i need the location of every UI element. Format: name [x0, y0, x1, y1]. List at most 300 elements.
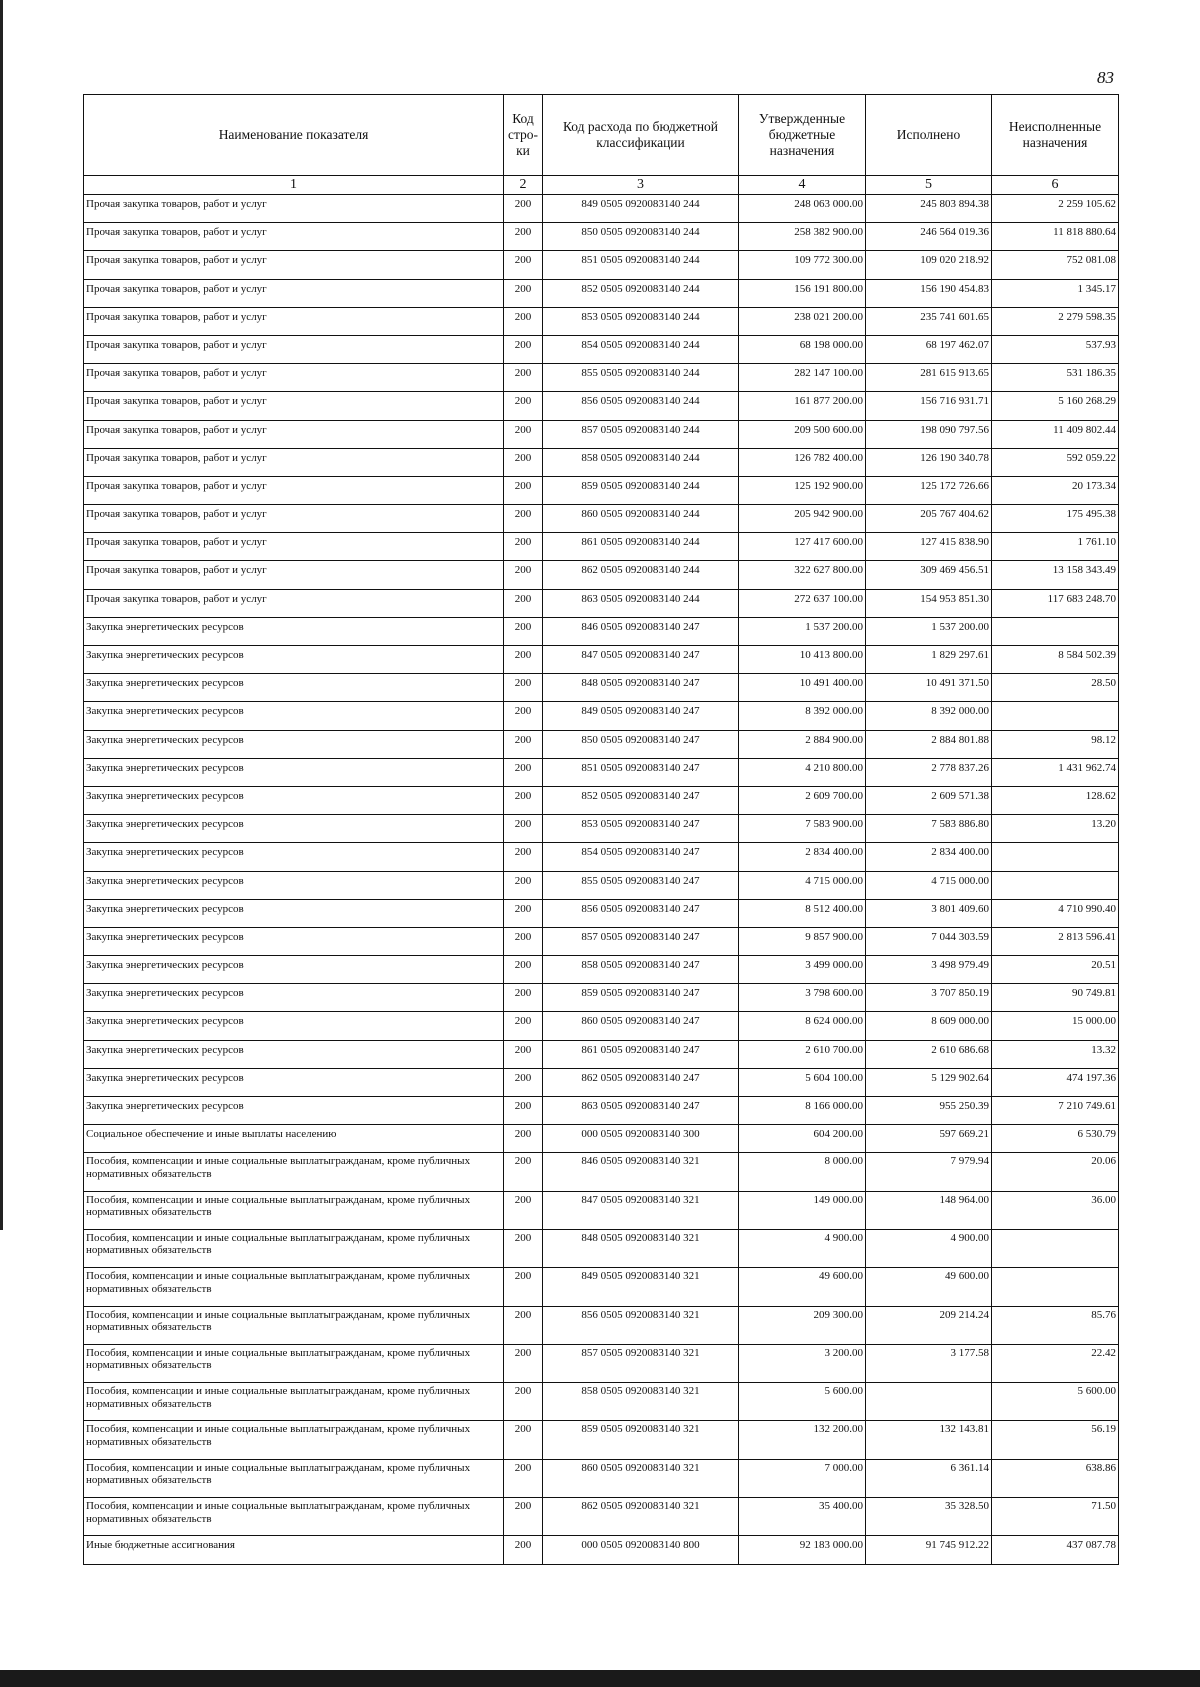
approved-amount-cell: 161 877 200.00 — [739, 392, 866, 420]
executed-amount-cell: 2 778 837.26 — [866, 758, 992, 786]
indicator-name-cell: Пособия, компенсации и иные социальные выплатыгражданам, кроме публичных нормативных обязательств — [84, 1459, 504, 1497]
indicator-name-cell: Прочая закупка товаров, работ и услуг — [84, 448, 504, 476]
unexecuted-amount-cell: 5 160 268.29 — [992, 392, 1119, 420]
expense-code-cell: 863 0505 0920083140 247 — [543, 1097, 739, 1125]
table-row — [84, 1229, 1119, 1267]
unexecuted-amount-cell: 8 584 502.39 — [992, 646, 1119, 674]
unexecuted-amount-cell: 90 749.81 — [992, 984, 1119, 1012]
approved-amount-cell: 10 413 800.00 — [739, 646, 866, 674]
unexecuted-amount-cell: 175 495.38 — [992, 505, 1119, 533]
expense-code-cell: 852 0505 0920083140 244 — [543, 279, 739, 307]
executed-amount-cell: 8 609 000.00 — [866, 1012, 992, 1040]
table-row — [84, 1421, 1119, 1459]
table-row — [84, 307, 1119, 335]
expense-code-cell: 851 0505 0920083140 244 — [543, 251, 739, 279]
indicator-name-cell: Прочая закупка товаров, работ и услуг — [84, 307, 504, 335]
expense-code-cell: 857 0505 0920083140 247 — [543, 927, 739, 955]
line-code-cell: 200 — [504, 956, 543, 984]
approved-amount-cell: 4 210 800.00 — [739, 758, 866, 786]
approved-amount-cell: 8 000.00 — [739, 1153, 866, 1191]
indicator-name-cell: Пособия, компенсации и иные социальные выплатыгражданам, кроме публичных нормативных обязательств — [84, 1498, 504, 1536]
line-code-cell: 200 — [504, 1459, 543, 1497]
table-row — [84, 420, 1119, 448]
executed-amount-cell: 4 715 000.00 — [866, 871, 992, 899]
unexecuted-amount-cell: 117 683 248.70 — [992, 589, 1119, 617]
indicator-name-cell: Пособия, компенсации и иные социальные выплатыгражданам, кроме публичных нормативных обязательств — [84, 1229, 504, 1267]
column-number: 6 — [992, 176, 1119, 195]
executed-amount-cell: 281 615 913.65 — [866, 364, 992, 392]
budget-execution-table — [83, 94, 1119, 1565]
executed-amount-cell: 2 610 686.68 — [866, 1040, 992, 1068]
indicator-name-cell: Закупка энергетических ресурсов — [84, 702, 504, 730]
expense-code-cell: 861 0505 0920083140 244 — [543, 533, 739, 561]
line-code-cell: 200 — [504, 1498, 543, 1536]
table-row — [84, 1459, 1119, 1497]
approved-amount-cell: 272 637 100.00 — [739, 589, 866, 617]
approved-amount-cell: 35 400.00 — [739, 1498, 866, 1536]
header-executed: Исполнено — [866, 95, 992, 176]
table-row — [84, 1068, 1119, 1096]
indicator-name-cell: Закупка энергетических ресурсов — [84, 1068, 504, 1096]
indicator-name-cell: Прочая закупка товаров, работ и услуг — [84, 364, 504, 392]
table-row — [84, 1306, 1119, 1344]
unexecuted-amount-cell: 13.20 — [992, 815, 1119, 843]
approved-amount-cell: 1 537 200.00 — [739, 617, 866, 645]
indicator-name-cell: Закупка энергетических ресурсов — [84, 1040, 504, 1068]
approved-amount-cell: 2 834 400.00 — [739, 843, 866, 871]
unexecuted-amount-cell: 752 081.08 — [992, 251, 1119, 279]
table-row — [84, 589, 1119, 617]
indicator-name-cell: Пособия, компенсации и иные социальные выплатыгражданам, кроме публичных нормативных обязательств — [84, 1191, 504, 1229]
approved-amount-cell: 127 417 600.00 — [739, 533, 866, 561]
line-code-cell: 200 — [504, 646, 543, 674]
unexecuted-amount-cell: 5 600.00 — [992, 1383, 1119, 1421]
table-row — [84, 279, 1119, 307]
line-code-cell: 200 — [504, 1536, 543, 1564]
unexecuted-amount-cell: 1 761.10 — [992, 533, 1119, 561]
executed-amount-cell: 309 469 456.51 — [866, 561, 992, 589]
table-row — [84, 364, 1119, 392]
table-row — [84, 815, 1119, 843]
line-code-cell: 200 — [504, 533, 543, 561]
indicator-name-cell: Закупка энергетических ресурсов — [84, 927, 504, 955]
expense-code-cell: 846 0505 0920083140 321 — [543, 1153, 739, 1191]
expense-code-cell: 855 0505 0920083140 247 — [543, 871, 739, 899]
approved-amount-cell: 3 499 000.00 — [739, 956, 866, 984]
indicator-name-cell: Прочая закупка товаров, работ и услуг — [84, 533, 504, 561]
expense-code-cell: 860 0505 0920083140 244 — [543, 505, 739, 533]
line-code-cell: 200 — [504, 927, 543, 955]
table-row — [84, 335, 1119, 363]
unexecuted-amount-cell: 6 530.79 — [992, 1125, 1119, 1153]
approved-amount-cell: 8 166 000.00 — [739, 1097, 866, 1125]
line-code-cell: 200 — [504, 674, 543, 702]
column-number: 5 — [866, 176, 992, 195]
expense-code-cell: 863 0505 0920083140 244 — [543, 589, 739, 617]
indicator-name-cell: Закупка энергетических ресурсов — [84, 758, 504, 786]
indicator-name-cell: Прочая закупка товаров, работ и услуг — [84, 476, 504, 504]
unexecuted-amount-cell: 638.86 — [992, 1459, 1119, 1497]
approved-amount-cell: 10 491 400.00 — [739, 674, 866, 702]
unexecuted-amount-cell: 20 173.34 — [992, 476, 1119, 504]
unexecuted-amount-cell: 15 000.00 — [992, 1012, 1119, 1040]
unexecuted-amount-cell: 56.19 — [992, 1421, 1119, 1459]
line-code-cell: 200 — [504, 1097, 543, 1125]
expense-code-cell: 856 0505 0920083140 244 — [543, 392, 739, 420]
column-number: 3 — [543, 176, 739, 195]
table-row — [84, 786, 1119, 814]
line-code-cell: 200 — [504, 1383, 543, 1421]
approved-amount-cell: 3 798 600.00 — [739, 984, 866, 1012]
executed-amount-cell: 2 609 571.38 — [866, 786, 992, 814]
executed-amount-cell: 7 979.94 — [866, 1153, 992, 1191]
expense-code-cell: 855 0505 0920083140 244 — [543, 364, 739, 392]
header-indicator-name: Наименование показателя — [84, 95, 504, 176]
indicator-name-cell: Пособия, компенсации и иные социальные выплатыгражданам, кроме публичных нормативных обязательств — [84, 1153, 504, 1191]
approved-amount-cell: 68 198 000.00 — [739, 335, 866, 363]
indicator-name-cell: Закупка энергетических ресурсов — [84, 617, 504, 645]
unexecuted-amount-cell — [992, 843, 1119, 871]
executed-amount-cell: 1 537 200.00 — [866, 617, 992, 645]
approved-amount-cell: 209 300.00 — [739, 1306, 866, 1344]
expense-code-cell: 861 0505 0920083140 247 — [543, 1040, 739, 1068]
approved-amount-cell: 149 000.00 — [739, 1191, 866, 1229]
expense-code-cell: 000 0505 0920083140 300 — [543, 1125, 739, 1153]
line-code-cell: 200 — [504, 195, 543, 223]
table-row — [84, 984, 1119, 1012]
unexecuted-amount-cell: 22.42 — [992, 1344, 1119, 1382]
executed-amount-cell: 156 716 931.71 — [866, 392, 992, 420]
unexecuted-amount-cell: 71.50 — [992, 1498, 1119, 1536]
expense-code-cell: 858 0505 0920083140 244 — [543, 448, 739, 476]
executed-amount-cell: 3 177.58 — [866, 1344, 992, 1382]
unexecuted-amount-cell: 592 059.22 — [992, 448, 1119, 476]
approved-amount-cell: 126 782 400.00 — [739, 448, 866, 476]
executed-amount-cell: 125 172 726.66 — [866, 476, 992, 504]
approved-amount-cell: 9 857 900.00 — [739, 927, 866, 955]
executed-amount-cell: 7 583 886.80 — [866, 815, 992, 843]
unexecuted-amount-cell: 11 818 880.64 — [992, 223, 1119, 251]
unexecuted-amount-cell: 437 087.78 — [992, 1536, 1119, 1564]
expense-code-cell: 850 0505 0920083140 247 — [543, 730, 739, 758]
scan-bottom-edge — [0, 1670, 1200, 1687]
table-row — [84, 195, 1119, 223]
executed-amount-cell: 6 361.14 — [866, 1459, 992, 1497]
executed-amount-cell: 235 741 601.65 — [866, 307, 992, 335]
indicator-name-cell: Прочая закупка товаров, работ и услуг — [84, 279, 504, 307]
executed-amount-cell: 35 328.50 — [866, 1498, 992, 1536]
expense-code-cell: 846 0505 0920083140 247 — [543, 617, 739, 645]
approved-amount-cell: 604 200.00 — [739, 1125, 866, 1153]
indicator-name-cell: Прочая закупка товаров, работ и услуг — [84, 223, 504, 251]
table-row — [84, 476, 1119, 504]
unexecuted-amount-cell: 537.93 — [992, 335, 1119, 363]
executed-amount-cell: 955 250.39 — [866, 1097, 992, 1125]
scan-left-edge — [0, 0, 3, 1230]
expense-code-cell: 854 0505 0920083140 247 — [543, 843, 739, 871]
line-code-cell: 200 — [504, 1229, 543, 1267]
indicator-name-cell: Пособия, компенсации и иные социальные выплатыгражданам, кроме публичных нормативных обязательств — [84, 1421, 504, 1459]
approved-amount-cell: 2 610 700.00 — [739, 1040, 866, 1068]
table-row — [84, 448, 1119, 476]
unexecuted-amount-cell — [992, 871, 1119, 899]
indicator-name-cell: Закупка энергетических ресурсов — [84, 899, 504, 927]
expense-code-cell: 849 0505 0920083140 321 — [543, 1268, 739, 1306]
indicator-name-cell: Закупка энергетических ресурсов — [84, 786, 504, 814]
indicator-name-cell: Пособия, компенсации и иные социальные выплатыгражданам, кроме публичных нормативных обязательств — [84, 1344, 504, 1382]
indicator-name-cell: Прочая закупка товаров, работ и услуг — [84, 420, 504, 448]
unexecuted-amount-cell — [992, 1229, 1119, 1267]
unexecuted-amount-cell: 28.50 — [992, 674, 1119, 702]
table-row — [84, 1125, 1119, 1153]
table-row — [84, 899, 1119, 927]
table-row — [84, 392, 1119, 420]
expense-code-cell: 849 0505 0920083140 244 — [543, 195, 739, 223]
approved-amount-cell: 322 627 800.00 — [739, 561, 866, 589]
executed-amount-cell: 156 190 454.83 — [866, 279, 992, 307]
line-code-cell: 200 — [504, 1421, 543, 1459]
table-row — [84, 843, 1119, 871]
table-row — [84, 1536, 1119, 1564]
table-row — [84, 1383, 1119, 1421]
expense-code-cell: 862 0505 0920083140 247 — [543, 1068, 739, 1096]
expense-code-cell: 854 0505 0920083140 244 — [543, 335, 739, 363]
unexecuted-amount-cell: 2 259 105.62 — [992, 195, 1119, 223]
indicator-name-cell: Закупка энергетических ресурсов — [84, 871, 504, 899]
indicator-name-cell: Прочая закупка товаров, работ и услуг — [84, 195, 504, 223]
approved-amount-cell: 7 000.00 — [739, 1459, 866, 1497]
unexecuted-amount-cell: 13 158 343.49 — [992, 561, 1119, 589]
approved-amount-cell: 8 624 000.00 — [739, 1012, 866, 1040]
table-row — [84, 223, 1119, 251]
expense-code-cell: 853 0505 0920083140 247 — [543, 815, 739, 843]
line-code-cell: 200 — [504, 476, 543, 504]
expense-code-cell: 853 0505 0920083140 244 — [543, 307, 739, 335]
expense-code-cell: 848 0505 0920083140 247 — [543, 674, 739, 702]
indicator-name-cell: Пособия, компенсации и иные социальные выплатыгражданам, кроме публичных нормативных обязательств — [84, 1306, 504, 1344]
column-number: 2 — [504, 176, 543, 195]
line-code-cell: 200 — [504, 561, 543, 589]
table-row — [84, 1344, 1119, 1382]
approved-amount-cell: 2 884 900.00 — [739, 730, 866, 758]
line-code-cell: 200 — [504, 871, 543, 899]
approved-amount-cell: 92 183 000.00 — [739, 1536, 866, 1564]
executed-amount-cell: 245 803 894.38 — [866, 195, 992, 223]
executed-amount-cell: 68 197 462.07 — [866, 335, 992, 363]
executed-amount-cell: 10 491 371.50 — [866, 674, 992, 702]
indicator-name-cell: Закупка энергетических ресурсов — [84, 956, 504, 984]
approved-amount-cell: 3 200.00 — [739, 1344, 866, 1382]
executed-amount-cell: 1 829 297.61 — [866, 646, 992, 674]
table-row — [84, 505, 1119, 533]
indicator-name-cell: Иные бюджетные ассигнования — [84, 1536, 504, 1564]
table-row — [84, 674, 1119, 702]
line-code-cell: 200 — [504, 815, 543, 843]
expense-code-cell: 859 0505 0920083140 247 — [543, 984, 739, 1012]
line-code-cell: 200 — [504, 279, 543, 307]
unexecuted-amount-cell: 4 710 990.40 — [992, 899, 1119, 927]
line-code-cell: 200 — [504, 420, 543, 448]
unexecuted-amount-cell: 1 431 962.74 — [992, 758, 1119, 786]
indicator-name-cell: Закупка энергетических ресурсов — [84, 1012, 504, 1040]
approved-amount-cell: 4 715 000.00 — [739, 871, 866, 899]
table-row — [84, 1191, 1119, 1229]
indicator-name-cell: Закупка энергетических ресурсов — [84, 646, 504, 674]
expense-code-cell: 859 0505 0920083140 244 — [543, 476, 739, 504]
approved-amount-cell: 258 382 900.00 — [739, 223, 866, 251]
executed-amount-cell: 3 707 850.19 — [866, 984, 992, 1012]
approved-amount-cell: 5 604 100.00 — [739, 1068, 866, 1096]
table-row — [84, 251, 1119, 279]
line-code-cell: 200 — [504, 758, 543, 786]
expense-code-cell: 857 0505 0920083140 321 — [543, 1344, 739, 1382]
unexecuted-amount-cell: 98.12 — [992, 730, 1119, 758]
executed-amount-cell: 132 143.81 — [866, 1421, 992, 1459]
indicator-name-cell: Пособия, компенсации и иные социальные выплатыгражданам, кроме публичных нормативных обязательств — [84, 1268, 504, 1306]
unexecuted-amount-cell — [992, 702, 1119, 730]
expense-code-cell: 848 0505 0920083140 321 — [543, 1229, 739, 1267]
line-code-cell: 200 — [504, 786, 543, 814]
unexecuted-amount-cell: 85.76 — [992, 1306, 1119, 1344]
expense-code-cell: 858 0505 0920083140 321 — [543, 1383, 739, 1421]
page-number: 83 — [1097, 68, 1114, 87]
unexecuted-amount-cell: 20.06 — [992, 1153, 1119, 1191]
expense-code-cell: 860 0505 0920083140 321 — [543, 1459, 739, 1497]
line-code-cell: 200 — [504, 984, 543, 1012]
approved-amount-cell: 238 021 200.00 — [739, 307, 866, 335]
expense-code-cell: 847 0505 0920083140 247 — [543, 646, 739, 674]
unexecuted-amount-cell — [992, 617, 1119, 645]
executed-amount-cell: 148 964.00 — [866, 1191, 992, 1229]
line-code-cell: 200 — [504, 251, 543, 279]
approved-amount-cell: 7 583 900.00 — [739, 815, 866, 843]
header-line-code: Код стро-ки — [504, 95, 543, 176]
approved-amount-cell: 209 500 600.00 — [739, 420, 866, 448]
executed-amount-cell: 8 392 000.00 — [866, 702, 992, 730]
line-code-cell: 200 — [504, 899, 543, 927]
indicator-name-cell: Социальное обеспечение и иные выплаты населению — [84, 1125, 504, 1153]
line-code-cell: 200 — [504, 1153, 543, 1191]
table-row — [84, 758, 1119, 786]
unexecuted-amount-cell: 36.00 — [992, 1191, 1119, 1229]
unexecuted-amount-cell: 128.62 — [992, 786, 1119, 814]
expense-code-cell: 860 0505 0920083140 247 — [543, 1012, 739, 1040]
table-row — [84, 1498, 1119, 1536]
executed-amount-cell: 91 745 912.22 — [866, 1536, 992, 1564]
indicator-name-cell: Прочая закупка товаров, работ и услуг — [84, 505, 504, 533]
table-row — [84, 1040, 1119, 1068]
indicator-name-cell: Пособия, компенсации и иные социальные выплатыгражданам, кроме публичных нормативных обязательств — [84, 1383, 504, 1421]
indicator-name-cell: Закупка энергетических ресурсов — [84, 1097, 504, 1125]
expense-code-cell: 851 0505 0920083140 247 — [543, 758, 739, 786]
unexecuted-amount-cell: 20.51 — [992, 956, 1119, 984]
line-code-cell: 200 — [504, 392, 543, 420]
approved-amount-cell: 4 900.00 — [739, 1229, 866, 1267]
indicator-name-cell: Прочая закупка товаров, работ и услуг — [84, 561, 504, 589]
executed-amount-cell: 198 090 797.56 — [866, 420, 992, 448]
line-code-cell: 200 — [504, 505, 543, 533]
executed-amount-cell: 3 801 409.60 — [866, 899, 992, 927]
executed-amount-cell — [866, 1383, 992, 1421]
approved-amount-cell: 5 600.00 — [739, 1383, 866, 1421]
table-row — [84, 730, 1119, 758]
table-row — [84, 646, 1119, 674]
table-row — [84, 871, 1119, 899]
line-code-cell: 200 — [504, 702, 543, 730]
line-code-cell: 200 — [504, 1012, 543, 1040]
expense-code-cell: 862 0505 0920083140 244 — [543, 561, 739, 589]
table-row — [84, 533, 1119, 561]
line-code-cell: 200 — [504, 589, 543, 617]
expense-code-cell: 856 0505 0920083140 247 — [543, 899, 739, 927]
line-code-cell: 200 — [504, 335, 543, 363]
table-row — [84, 1153, 1119, 1191]
column-number-row — [84, 176, 1119, 195]
line-code-cell: 200 — [504, 617, 543, 645]
line-code-cell: 200 — [504, 223, 543, 251]
approved-amount-cell: 132 200.00 — [739, 1421, 866, 1459]
expense-code-cell: 849 0505 0920083140 247 — [543, 702, 739, 730]
approved-amount-cell: 156 191 800.00 — [739, 279, 866, 307]
executed-amount-cell: 246 564 019.36 — [866, 223, 992, 251]
approved-amount-cell: 205 942 900.00 — [739, 505, 866, 533]
line-code-cell: 200 — [504, 730, 543, 758]
indicator-name-cell: Закупка энергетических ресурсов — [84, 730, 504, 758]
unexecuted-amount-cell: 531 186.35 — [992, 364, 1119, 392]
indicator-name-cell: Закупка энергетических ресурсов — [84, 815, 504, 843]
approved-amount-cell: 248 063 000.00 — [739, 195, 866, 223]
executed-amount-cell: 127 415 838.90 — [866, 533, 992, 561]
executed-amount-cell: 7 044 303.59 — [866, 927, 992, 955]
line-code-cell: 200 — [504, 843, 543, 871]
executed-amount-cell: 4 900.00 — [866, 1229, 992, 1267]
expense-code-cell: 856 0505 0920083140 321 — [543, 1306, 739, 1344]
executed-amount-cell: 2 834 400.00 — [866, 843, 992, 871]
expense-code-cell: 852 0505 0920083140 247 — [543, 786, 739, 814]
unexecuted-amount-cell: 11 409 802.44 — [992, 420, 1119, 448]
executed-amount-cell: 597 669.21 — [866, 1125, 992, 1153]
header-expense-code: Код расхода по бюджетной классификации — [543, 95, 739, 176]
executed-amount-cell: 3 498 979.49 — [866, 956, 992, 984]
unexecuted-amount-cell — [992, 1268, 1119, 1306]
unexecuted-amount-cell: 13.32 — [992, 1040, 1119, 1068]
header-unexecuted: Неисполненные назначения — [992, 95, 1119, 176]
expense-code-cell: 858 0505 0920083140 247 — [543, 956, 739, 984]
approved-amount-cell: 282 147 100.00 — [739, 364, 866, 392]
indicator-name-cell: Прочая закупка товаров, работ и услуг — [84, 392, 504, 420]
unexecuted-amount-cell: 2 813 596.41 — [992, 927, 1119, 955]
executed-amount-cell: 109 020 218.92 — [866, 251, 992, 279]
header-row — [84, 95, 1119, 176]
executed-amount-cell: 2 884 801.88 — [866, 730, 992, 758]
executed-amount-cell: 209 214.24 — [866, 1306, 992, 1344]
expense-code-cell: 857 0505 0920083140 244 — [543, 420, 739, 448]
table-row — [84, 1097, 1119, 1125]
line-code-cell: 200 — [504, 1344, 543, 1382]
indicator-name-cell: Прочая закупка товаров, работ и услуг — [84, 335, 504, 363]
indicator-name-cell: Прочая закупка товаров, работ и услуг — [84, 589, 504, 617]
approved-amount-cell: 109 772 300.00 — [739, 251, 866, 279]
header-approved: Утвержденные бюджетные назначения — [739, 95, 866, 176]
unexecuted-amount-cell: 7 210 749.61 — [992, 1097, 1119, 1125]
unexecuted-amount-cell: 474 197.36 — [992, 1068, 1119, 1096]
expense-code-cell: 000 0505 0920083140 800 — [543, 1536, 739, 1564]
line-code-cell: 200 — [504, 1306, 543, 1344]
approved-amount-cell: 49 600.00 — [739, 1268, 866, 1306]
executed-amount-cell: 126 190 340.78 — [866, 448, 992, 476]
table-row — [84, 956, 1119, 984]
indicator-name-cell: Закупка энергетических ресурсов — [84, 984, 504, 1012]
